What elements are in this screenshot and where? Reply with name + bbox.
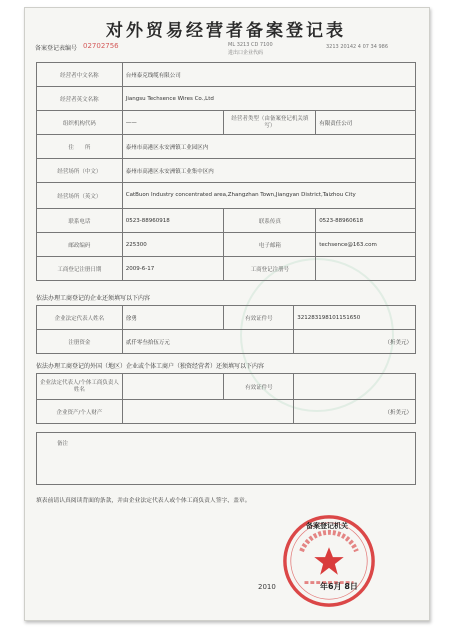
field-value [316,257,416,281]
field-value: techsence@163.com [316,233,416,257]
field-label: 经营者中文名称 [37,63,123,87]
table-row [37,183,416,209]
field-unit: （折美元） [294,330,416,354]
field-value [122,374,224,400]
field-value: 台州泰克线缆有限公司 [122,63,415,87]
section2-table [36,373,416,424]
field-label: 联系传真 [224,209,316,233]
field-label: 邮政编码 [37,233,123,257]
field-value [294,374,416,400]
field-label: 企业资产/个人财产 [37,400,123,424]
field-label: 经营场所（中文） [37,159,123,183]
field-value: CatBuon Industry concentrated area,Zhangzhan Town,Jiangyan District,Taizhou City [122,183,415,209]
remarks-table [36,432,416,485]
field-label: 企业法定代表人姓名 [37,306,123,330]
document-title: 对外贸易经营者备案登记表 [106,21,346,41]
field-value: 0523-88960918 [122,209,224,233]
field-label: 企业法定代表人/个体工商负责人姓名 [37,374,123,400]
field-value: 徐勇 [122,306,224,330]
header-right-line1: ML 3213 CD 7100 [228,42,273,48]
table-row [37,87,416,111]
field-value: 泰州市高港区永安洲镇工业园区内 [122,135,415,159]
declaration-text: 填表前请认真阅读背面的条款，并由企业法定代表人或个体工商负责人签字、盖章。 [36,498,251,504]
table-row [37,433,416,485]
field-label: 工商登记注册日期 [37,257,123,281]
signature-label: 备案登记机关 [306,522,348,530]
header-right-line2: 进出口企业代码 [228,50,264,56]
field-value: 0523-88960618 [316,209,416,233]
section1-table [36,305,416,354]
field-label: 经营者类型（由备案登记机关填写） [224,111,316,135]
field-label: 工商登记注册号 [224,257,316,281]
table-row [37,209,416,233]
table-row [37,330,416,354]
field-label: 经营者英文名称 [37,87,123,111]
field-label: 注册资金 [37,330,123,354]
signature-date-year: 2010 [258,583,276,591]
field-value: 2009-6-17 [122,257,224,281]
field-value [122,400,293,424]
field-value: —— [122,111,224,135]
field-label: 电子邮箱 [224,233,316,257]
field-unit: （折美元） [294,400,416,424]
field-label: 经营场所（英文） [37,183,123,209]
section1-heading: 依法办理工商登记的企业还须填写以下内容 [36,295,151,302]
field-value: Jiangsu Techsence Wires Co.,Ltd [122,87,415,111]
field-label: 有效证件号 [224,306,294,330]
table-row [37,63,416,87]
reg-no-label: 备案登记表编号 [35,45,78,52]
field-value: 321283198101151650 [294,306,416,330]
field-label: 联系电话 [37,209,123,233]
table-row [37,159,416,183]
table-row [37,306,416,330]
table-row [37,135,416,159]
field-value: 有限责任公司 [316,111,416,135]
field-value: 泰州市高港区永安洲镇工业集中区内 [122,159,415,183]
field-label: 组织机构代码 [37,111,123,135]
section2-heading: 依法办理工商登记的外国（地区）企业或个体工商户（独资经营者）还须填写以下内容 [36,363,265,370]
table-row [37,400,416,424]
field-value: 225300 [122,233,224,257]
field-label: 有效证件号 [224,374,294,400]
signature-date: 年6月 8日 [320,582,358,591]
table-row [37,374,416,400]
table-row [37,233,416,257]
field-value: 贰仟零叁拾伍万元 [122,330,293,354]
table-row [37,111,416,135]
remarks-label: 备注 [37,433,416,485]
main-info-table [36,62,416,281]
field-label: 住 所 [37,135,123,159]
header-right-code: 3213 20142 4 07 34 986 [326,44,389,50]
reg-no-value: 02702756 [83,42,119,50]
table-row [37,257,416,281]
